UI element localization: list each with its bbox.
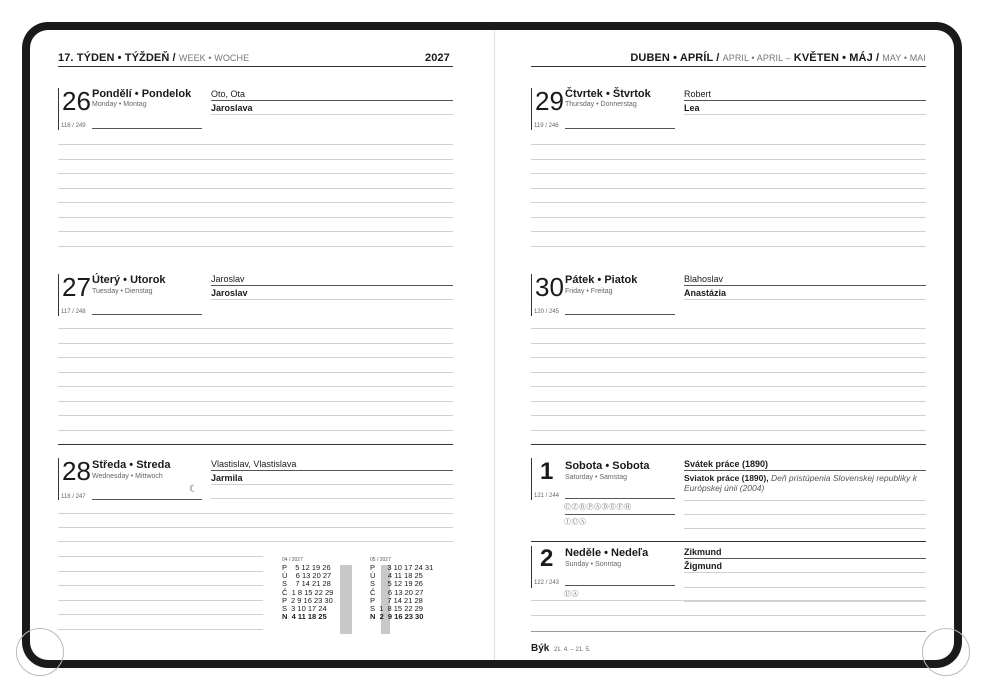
page-gutter [494,30,495,660]
icon-rule [565,514,675,515]
writing-line [684,601,926,602]
writing-line [58,372,453,373]
day-subtitle: Saturday • Samstag [565,474,627,481]
writing-line [58,614,263,615]
calendar-row: Č 1 8 15 22 29 [282,587,334,597]
month-label-2-translation: MAY • MAI [882,53,926,63]
day-count: 119 / 246 [534,123,559,129]
day-count: 121 / 244 [534,493,560,499]
mini-calendar-may [370,556,433,621]
writing-line [58,585,263,586]
day-bar [531,458,532,500]
month-label-1: DUBEN • APRÍL / [630,52,720,64]
count-rule [92,499,202,500]
day-count: 122 / 243 [534,580,560,586]
week-label: 17. TÝDEN • TÝŽDEŇ / [58,52,176,64]
writing-line [58,386,453,387]
calendar-row-sunday: N 4 11 18 25 [282,612,327,622]
writing-line [531,615,926,616]
section-rule [531,444,926,445]
writing-line [684,514,926,515]
count-rule [565,585,675,586]
writing-line [684,528,926,529]
writing-line [684,500,926,501]
day-bar [531,88,532,130]
calendar-title: 04 / 2027 [282,557,303,563]
day-subtitle: Friday • Freitag [565,288,613,295]
writing-line [58,571,263,572]
name-rule [211,114,453,115]
calendar-title: 05 / 2027 [370,557,391,563]
writing-line [58,202,453,203]
week-header [58,52,249,64]
writing-line [531,430,926,431]
nameday-sk: Anastázia [684,288,727,298]
nameday-sk: Lea [684,103,700,113]
name-rule [684,558,926,559]
writing-line [58,328,453,329]
week-label-translation: WEEK • WOCHE [178,53,250,63]
writing-line [58,173,453,174]
writing-line [531,372,926,373]
name-rule [211,100,453,101]
writing-line [58,527,453,528]
header-rule [58,66,453,67]
calendar-row: Ú 6 13 20 27 [282,571,332,581]
day-bar [58,88,59,130]
day-number: 26 [62,86,91,116]
month-label-1-translation: APRIL • APRIL – [722,53,791,63]
writing-line [58,430,453,431]
holiday-sk [684,473,926,493]
day-subtitle: Wednesday • Mittwoch [92,473,163,480]
day-title: Úterý • Utorok [92,274,166,286]
day-title: Neděle • Nedeľa [565,547,649,559]
writing-line [531,357,926,358]
day-number: 28 [62,456,91,486]
nameday-cz: Blahoslav [684,274,724,284]
day-subtitle: Thursday • Donnerstag [565,101,637,108]
day-count: 118 / 247 [61,494,86,500]
day-number: 1 [540,458,554,485]
header-rule-right [531,66,926,67]
writing-line [58,401,453,402]
zodiac-range: 21. 4. – 21. 5. [553,647,591,653]
nameday-cz: Robert [684,89,712,99]
holiday-cz: Svátek práce (1890) [684,459,769,469]
day-subtitle: Monday • Montag [92,101,147,108]
day-subtitle: Tuesday • Dienstag [92,288,153,295]
nameday-sk: Jaroslav [211,288,248,298]
day-title: Čtvrtek • Štvrtok [565,88,651,100]
month-header [630,52,926,64]
day-bar [531,546,532,588]
day-subtitle: Sunday • Sonntag [565,561,622,568]
year-label: 2027 [425,52,450,64]
name-rule [211,299,453,300]
writing-line [58,188,453,189]
section-rule [58,444,453,445]
name-rule [684,299,926,300]
nameday-cz: Zikmund [684,547,722,557]
calendar-row: Ú 4 11 18 25 [370,571,423,581]
writing-line [531,401,926,402]
writing-line [531,246,926,247]
name-rule [684,572,926,573]
name-rule [211,285,453,286]
writing-line [58,600,263,601]
nameday-sk: Žigmund [684,561,722,571]
holiday-sk-name: Sviatok práce (1890), [684,473,769,483]
nameday-sk: Jaroslava [211,103,253,113]
moon-phase-icon: ☾ [189,484,198,495]
day-title: Pondělí • Pondelok [92,88,192,100]
writing-line [58,415,453,416]
writing-line [531,173,926,174]
calendar-row: Č 6 13 20 27 [370,587,424,597]
writing-line [531,386,926,387]
writing-line [531,343,926,344]
mini-calendar-april [282,556,333,621]
month-label-2: KVĚTEN • MÁJ / [793,52,880,64]
calendar-row: S 5 12 19 26 [370,579,423,589]
writing-line [58,343,453,344]
day-title: Sobota • Sobota [565,460,650,472]
day-number: 30 [535,272,564,302]
writing-line [58,513,453,514]
name-rule [211,470,453,471]
writing-line [58,246,453,247]
right-page [494,30,954,660]
nameday-cz: Jaroslav [211,274,245,284]
writing-line [58,231,453,232]
writing-line [531,600,926,601]
day-count: 116 / 249 [61,123,86,129]
holiday-sk-note: Deň pristúpenia Slovenskej republiky k Európskej únii (2004) [684,473,917,493]
name-rule [684,100,926,101]
writing-line [531,144,926,145]
calendar-row: P 5 12 19 26 [282,563,331,572]
writing-line [58,144,453,145]
name-rule [684,285,926,286]
writing-line [211,498,453,499]
calendar-row: S 7 14 21 28 [282,579,331,589]
writing-line [58,541,453,542]
writing-line [58,159,453,160]
writing-line [531,415,926,416]
zodiac-sign [531,638,591,656]
calendar-row-sunday: N 2 9 16 23 30 [370,612,424,622]
writing-line [531,159,926,160]
day-count: 120 / 245 [534,309,560,315]
corner-mark-right [922,628,970,676]
holiday-region-icons: ⒸⓏⓇⓅⒶⒹⒺⒻⒽ [564,504,632,511]
nameday-cz: Oto, Ota [211,89,246,99]
corner-mark-left [16,628,64,676]
writing-line [58,556,263,557]
writing-line [531,328,926,329]
calendar-row: P 2 9 16 23 30 [282,595,333,605]
calendar-week-highlight [340,565,352,634]
writing-line [58,217,453,218]
calendar-row: P 7 14 21 28 [370,595,423,605]
calendar-row: S 1 8 15 22 29 [370,604,423,614]
count-rule [92,128,202,129]
calendar-row: P 3 10 17 24 31 [370,563,434,572]
nameday-sk: Jarmila [211,473,243,483]
name-rule [211,484,453,485]
section-rule [531,541,926,542]
name-rule [684,470,926,471]
day-title: Středa • Streda [92,459,171,471]
holiday-region-icons-2: ⒾⓊⒶ [564,519,587,526]
day-bar [58,458,59,500]
name-rule [684,114,926,115]
day-number: 27 [62,272,91,302]
day-bar [58,274,59,316]
day-count: 117 / 248 [61,309,86,315]
writing-line [684,587,926,588]
day-number: 29 [535,86,564,116]
count-rule [565,498,675,499]
writing-line [58,357,453,358]
nameday-cz: Vlastislav, Vlastislava [211,459,297,469]
writing-line [531,188,926,189]
writing-line [531,202,926,203]
writing-line [531,231,926,232]
calendar-row: S 3 10 17 24 [282,604,327,614]
writing-line [531,217,926,218]
holiday-region-icons: ⓊⒶ [564,591,579,598]
count-rule [565,314,675,315]
count-rule [565,128,675,129]
day-title: Pátek • Piatok [565,274,638,286]
day-number: 2 [540,545,554,572]
footer-rule [531,631,926,632]
writing-line [58,629,263,630]
zodiac-name: Býk [531,643,550,654]
day-bar [531,274,532,316]
count-rule [92,314,202,315]
